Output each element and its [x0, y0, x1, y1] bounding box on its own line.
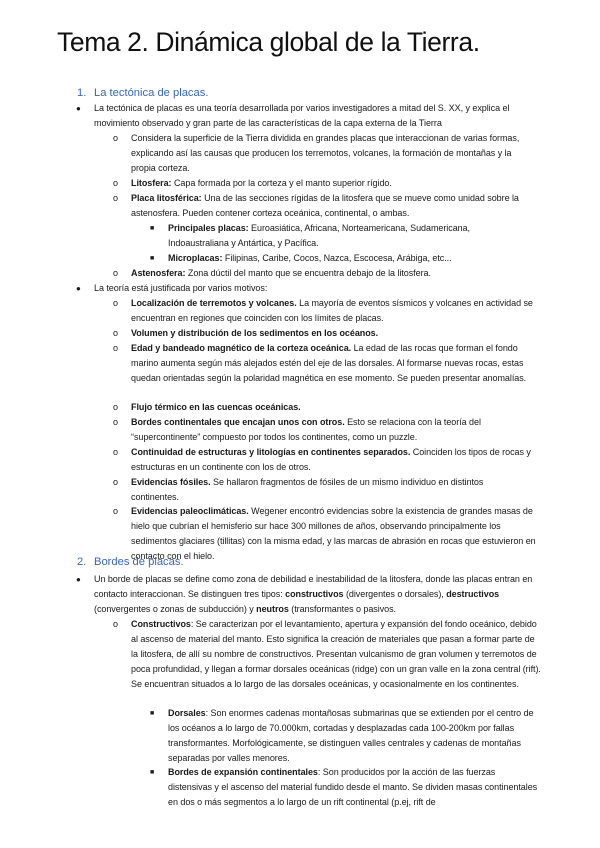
circle-bullet-icon: o	[113, 328, 119, 338]
square-bullet-icon: ■	[150, 225, 155, 232]
term-evidencias-fosiles: Evidencias fósiles.	[131, 477, 211, 487]
term-edad: Edad y bandeado magnético de la corteza oceánica.	[131, 343, 352, 353]
item-localizacion	[131, 296, 535, 326]
def-localizacion: La mayoría de eventos sísmicos y volcanes en actividad se encuentran en regiones que coinciden con los límites de placas.	[131, 298, 533, 323]
paragraph-plate-boundaries	[94, 572, 544, 617]
item-dorsales	[168, 706, 536, 766]
term-placa-litosferica: Placa litosférica:	[131, 193, 202, 203]
circle-bullet-icon: o	[113, 343, 119, 353]
circle-bullet-icon: o	[113, 506, 119, 516]
term-bordes-continentales: Bordes continentales que encajan unos con otros.	[131, 417, 345, 427]
circle-bullet-icon: o	[113, 402, 119, 412]
term-localizacion: Localización de terremotos y volcanes.	[131, 298, 297, 308]
intro-part-c: (convergentes o zonas de subducción) y	[94, 603, 257, 614]
intro-part-d: (transformantes o pasivos.	[288, 603, 397, 614]
item-constructivos	[131, 617, 543, 692]
term-neutros: neutros	[256, 603, 289, 614]
term-constructivos: constructivos	[285, 588, 344, 599]
term-microplacas: Microplacas:	[168, 253, 223, 263]
def-continuidad: Coinciden los tipos de rocas y estructuras en un continente con los de otros.	[131, 447, 531, 472]
paragraph-theory-justified: La teoría está justificada por varios motivos:	[94, 283, 268, 293]
circle-bullet-icon: o	[113, 178, 119, 188]
item-evidencias-paleoclimaticas	[131, 504, 537, 564]
section-2-title: Bordes de placas.	[94, 556, 184, 568]
def-dorsales: : Son enormes cadenas montañosas submarinas que se extienden por el centro de los océanos a lo largo de 70.000km, cortadas y desplazadas cada 100-200km por fallas transformantes. Morfológicamente, se distinguen valles centrales y cadenas de montañas separadas por valles menores.	[168, 708, 534, 763]
def-bordes-continentales: Esto se relaciona con la teoría del “supercontinente” compuesto por todos los continentes, como un puzzle.	[131, 417, 481, 442]
item-flujo	[131, 400, 541, 415]
term-constructivos-def: Constructivos	[131, 619, 191, 629]
term-principales-placas: Principales placas:	[168, 223, 249, 233]
def-evidencias-fosiles: Se hallaron fragmentos de fósiles de un mismo individuo en distintos continentes.	[131, 477, 484, 502]
intro-part-b: (divergentes o dorsales),	[343, 588, 447, 599]
section-1-number: 1.	[77, 87, 87, 99]
def-astenosfera: Zona dúctil del manto que se encuentra debajo de la litosfera.	[185, 268, 431, 278]
circle-bullet-icon: o	[113, 417, 119, 427]
section-2-number: 2.	[77, 556, 87, 568]
item-bordes-continentales	[131, 415, 536, 445]
circle-bullet-icon: o	[113, 619, 119, 629]
item-microplacas	[168, 251, 538, 266]
item-placa-litosferica	[131, 191, 543, 221]
term-bordes-expansion: Bordes de expansión continentales	[168, 767, 318, 777]
circle-bullet-icon: o	[113, 268, 119, 278]
bullet-dot-icon: ●	[76, 284, 81, 293]
def-principales-placas: Euroasiática, Africana, Norteamericana, Sudamericana, Indoaustraliana y Antártica, y Pacífica.	[168, 223, 471, 248]
def-evidencias-paleoclimaticas: Wegener encontró evidencias sobre la existencia de grandes masas de hielo que cubrían el hemisferio sur hace 300 millones de años, observando principalmente los sedimentos glaciares (tillitas) con la misma edad, y las marcas de abrasión en rocas que estuvieron en contacto con el hielo.	[131, 506, 536, 561]
paragraph-surface-plates: Considera la superficie de la Tierra dividida en grandes placas que interaccionan de varias formas, explicando así las causas que producen los terremotos, volcanes, la formación de montañas y la propia corteza.	[131, 133, 520, 173]
item-bordes-expansion	[168, 765, 540, 810]
bullet-dot-icon: ●	[76, 104, 81, 113]
circle-bullet-icon: o	[113, 298, 119, 308]
def-litosfera: Capa formada por la corteza y el manto superior rígido.	[171, 178, 392, 188]
circle-bullet-icon: o	[113, 193, 119, 203]
def-placa-litosferica: Una de las secciones rígidas de la litosfera que se mueve como unidad sobre la astenosfera. Pueden contener corteza oceánica, continental, o ambas.	[131, 193, 519, 218]
term-dorsales: Dorsales	[168, 708, 206, 718]
bullet-dot-icon: ●	[76, 575, 81, 584]
item-astenosfera	[131, 266, 543, 281]
def-constructivos: : Se caracterizan por el levantamiento, apertura y expansión del fondo oceánico, debido al ascenso de material del manto. Esto significa la creación de materiales que pasan a formar parte de la litosfera, de allí su nombre de constructivos. Presentan vulcanismo de gran volumen y terremotos de poca profundidad, y llegan a formar dorsales oceánicas (ridge) con un gran valle en la zona central (rift). Se encuentran situados a lo largo de las dorsales oceánicas, y ocasionalmente en los continentes.	[131, 619, 541, 689]
item-continuidad	[131, 445, 536, 475]
circle-bullet-icon: o	[113, 477, 119, 487]
document-title: Tema 2. Dinámica global de la Tierra.	[57, 27, 480, 57]
term-volumen: Volumen y distribución de los sedimentos en los océanos.	[131, 328, 379, 338]
item-litosfera	[131, 176, 541, 191]
circle-bullet-icon: o	[113, 133, 119, 143]
item-edad	[131, 341, 529, 386]
item-volumen	[131, 326, 541, 341]
square-bullet-icon: ■	[150, 710, 155, 717]
item-evidencias-fosiles	[131, 475, 531, 505]
def-microplacas: Filipinas, Caribe, Cocos, Nazca, Escocesa, Arábiga, etc...	[222, 253, 452, 263]
def-bordes-expansion: : Son producidos por la acción de las fuerzas distensivas y el ascenso del material fundido desde el manto. Se dividen masas continentales en dos o más segmentos a lo largo de un rift continental (p.ej, rift de	[168, 767, 538, 807]
item-principales-placas	[168, 221, 530, 251]
term-destructivos: destructivos	[446, 588, 500, 599]
circle-bullet-icon: o	[113, 447, 119, 457]
section-1-title: La tectónica de placas.	[94, 87, 209, 99]
paragraph-tectonics-definition: La tectónica de placas es una teoría desarrollada por varios investigadores a mitad del S. XX, y explica el movimiento observado y gran parte de las características de la capa externa de la Tierra	[94, 103, 510, 128]
term-flujo: Flujo térmico en las cuencas oceánicas.	[131, 402, 301, 412]
intro-part-a: Un borde de placas se define como zona de debilidad e inestabilidad de la litosfera, donde las placas entran en contacto interaccionan. Se distinguen tres tipos:	[94, 574, 533, 599]
def-edad: La edad de las rocas que forman el fondo marino aumenta según más alejados estén del eje de las dorsales. Al formarse nuevas rocas, estas quedan orientadas según la polaridad magnética en ese momento. Se pueden presentar anomalías.	[131, 343, 527, 383]
term-litosfera: Litosfera:	[131, 178, 172, 188]
square-bullet-icon: ■	[150, 769, 155, 776]
term-continuidad: Continuidad de estructuras y litologías en continentes separados.	[131, 447, 411, 457]
term-evidencias-paleoclimaticas: Evidencias paleoclimáticas.	[131, 506, 249, 516]
square-bullet-icon: ■	[150, 255, 155, 262]
term-astenosfera: Astenosfera:	[131, 268, 186, 278]
